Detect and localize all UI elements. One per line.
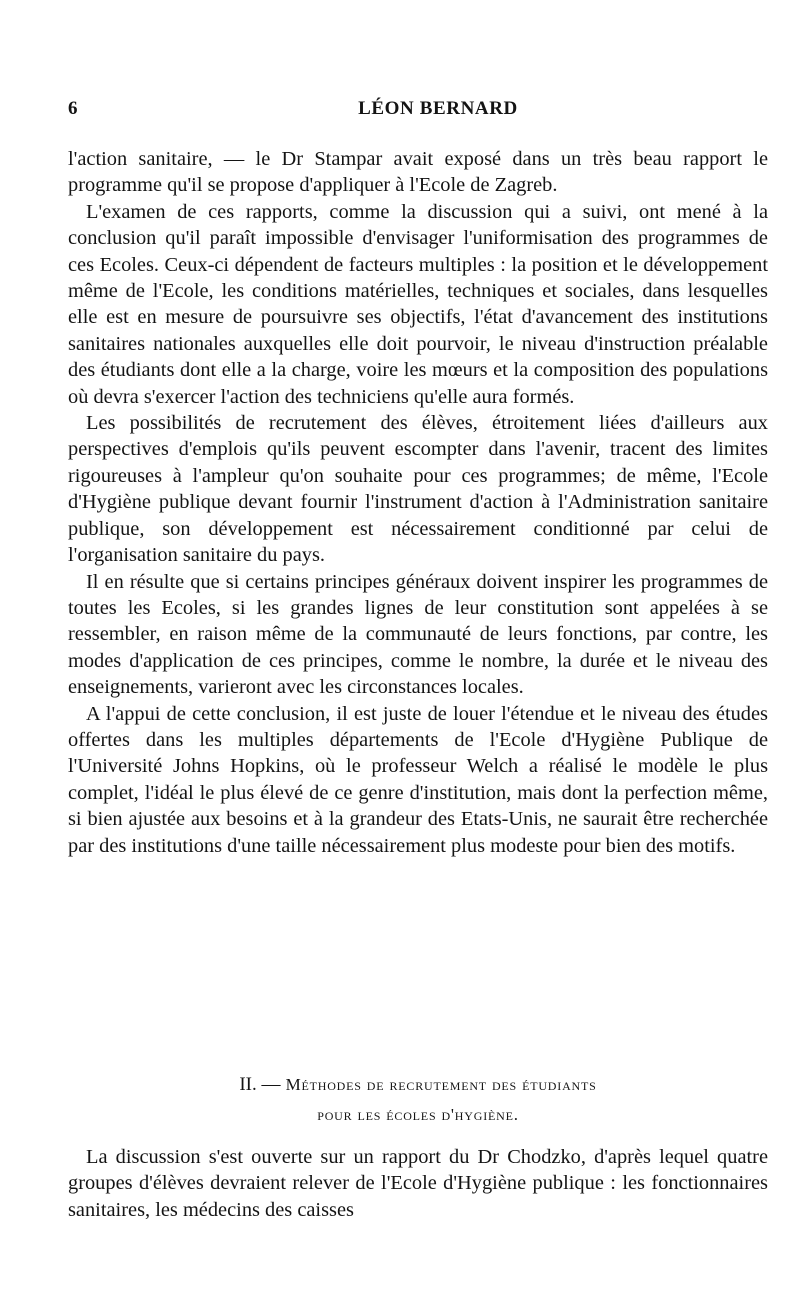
paragraph-continuation: l'action sanitaire, — le Dr Stampar avait exposé dans un très beau rapport le programme qu'il se propose d'appliquer à l'Ecole de Zagreb.	[68, 148, 768, 197]
paragraph: Les possibilités de recrutement des élèves, étroitement liées d'ailleurs aux perspectives d'emplois qu'ils peuvent escompter dans l'avenir, tracent des limites rigoureuses à l'ampleur qu'on souhaite pour ces programmes; de même, l'Ecole d'Hygiène publique devant fournir l'instrument d'action à l'Administration sanitaire publique, son développement est nécessairement conditionné par celui de l'organisation sanitaire du pays.	[68, 412, 768, 567]
page-header	[68, 98, 768, 122]
paragraph: A l'appui de cette conclusion, il est juste de louer l'étendue et le niveau des études offertes dans les multiples départements de l'Ecole d'Hygiène Publique de l'Université Johns Hopkins, où le professeur Welch a réalisé le modèle le plus complet, l'idéal le plus élevé de ce genre d'institution, mais dont la perfection même, si bien ajustée aux besoins et à la grandeur des Etats-Unis, ne saurait être recherchée par des institutions d'une taille nécessairement plus modeste pour bien des motifs.	[68, 702, 768, 857]
paragraph: La discussion s'est ouverte sur un rapport du Dr Chodzko, d'après lequel quatre groupes d'élèves devraient relever de l'Ecole d'Hygiène publique : les fonctionnaires sanitaires, les médecins des caisses	[68, 1146, 768, 1221]
page-number: 6	[68, 98, 78, 119]
section-title-line1: Méthodes de recrutement des étudiants	[285, 1075, 597, 1094]
running-head: LÉON BERNARD	[358, 98, 518, 119]
paragraph: Il en résulte que si certains principes généraux doivent inspirer les programmes de toutes les Ecoles, si les grandes lignes de leur constitution sont appelées à se ressembler, en raison même de la communauté de leurs fonctions, par contre, les modes d'application de ces principes, comme le nombre, la durée et le niveau des enseignements, varieront avec les circonstances locales.	[68, 570, 768, 699]
main-text	[68, 146, 768, 859]
section-number: II. —	[239, 1074, 281, 1095]
paragraph: L'examen de ces rapports, comme la discussion qui a suivi, ont mené à la conclusion qu'il paraît impossible d'envisager l'uniformisation des programmes de ces Ecoles. Ceux-ci dépendent de facteurs multiples : la position et le développement même de l'Ecole, les conditions matérielles, techniques et sociales, dans lesquelles elle est en mesure de poursuivre ses objectifs, l'état d'avancement des institutions sanitaires nationales auxquelles elle doit pourvoir, le niveau d'instruction préalable des étudiants dont elle a la charge, voire les mœurs et la composition des populations où devra s'exercer l'action des techniciens qu'elle aura formés.	[68, 200, 768, 408]
section-title-line2: pour les écoles d'hygiène.	[317, 1105, 519, 1124]
section-text	[68, 1144, 768, 1223]
section-heading	[68, 1070, 768, 1130]
